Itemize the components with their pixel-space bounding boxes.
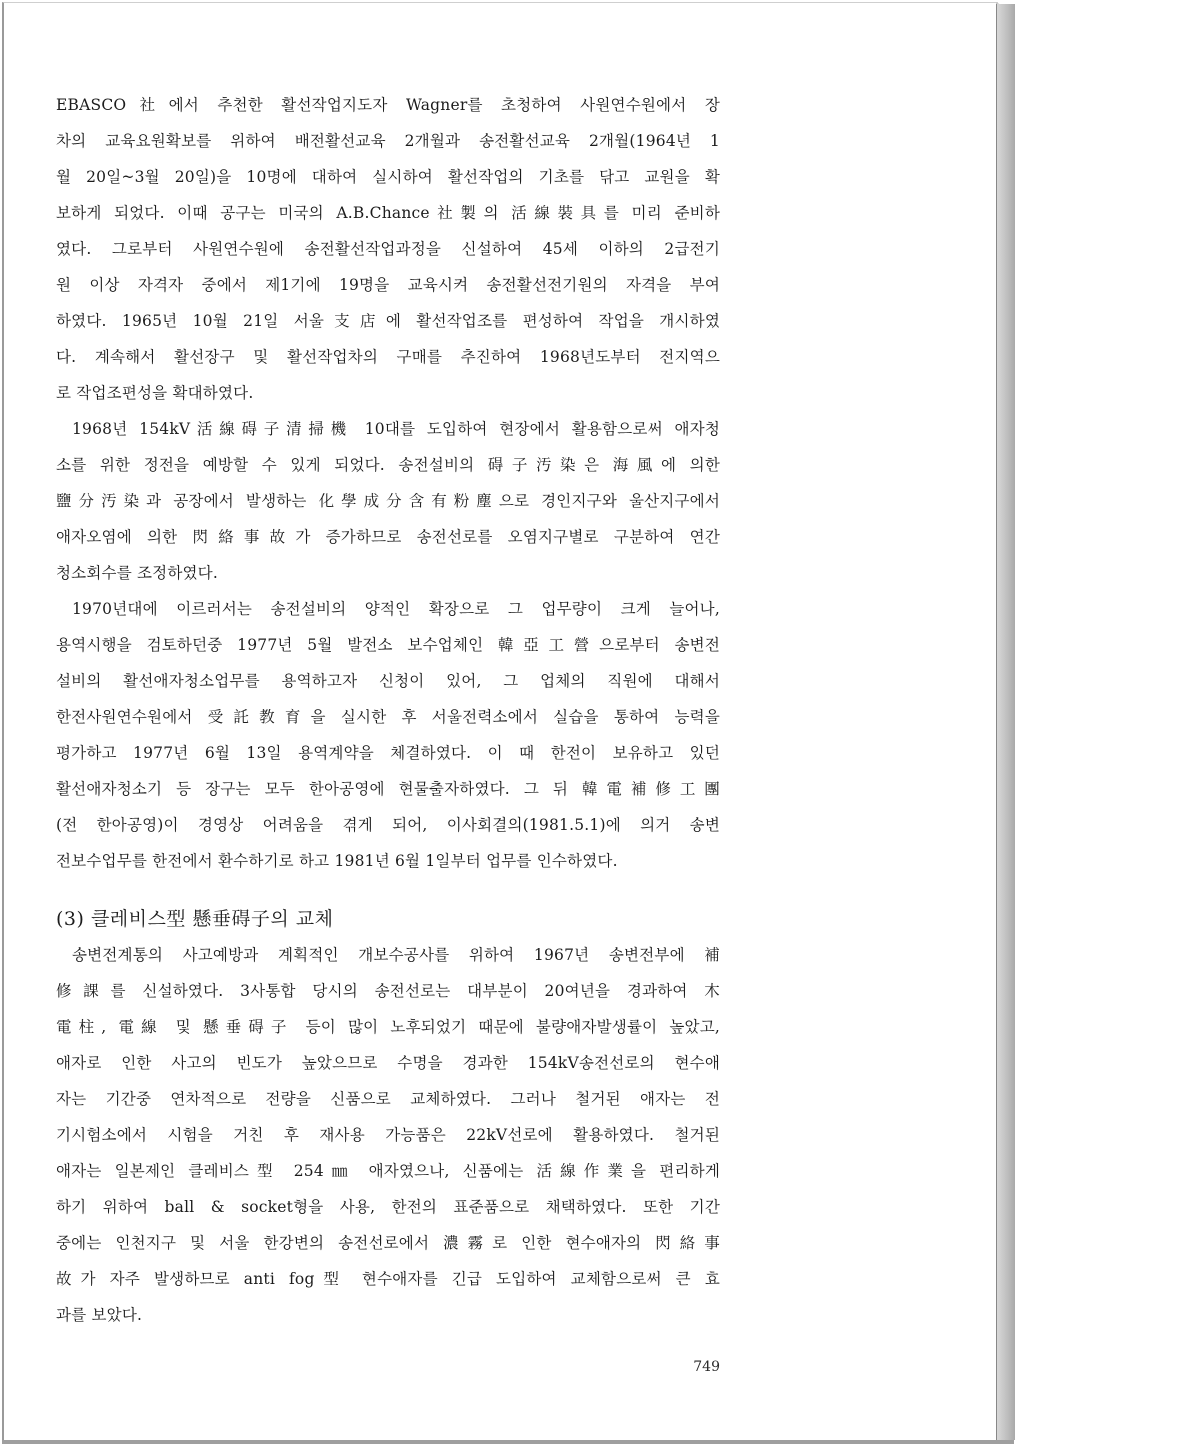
text-line: 애자오염에 의한 閃絡事故가 증가하므로 송전선로를 오염지구별로 구분하여 연간 [56,528,720,546]
text-line: 전보수업무를 한전에서 환수하기로 하고 1981년 6월 1일부터 업무를 인수하였다. [56,852,618,870]
page-bottom-edge [2,1440,1014,1444]
text-line: 故가 자주 발생하므로 anti fog型 현수애자를 긴급 도입하여 교체함으로써 큰 효 [56,1270,720,1288]
text-line: 였다. 그로부터 사원연수원에 송전활선작업과정을 신설하여 45세 이하의 2급전기 [56,240,720,258]
text-line: 보하게 되었다. 이때 공구는 미국의 A.B.Chance社製의 活線裝具를 미리 준비하 [56,204,720,222]
text-line: 차의 교육요원확보를 위하여 배전활선교육 2개월과 송전활선교육 2개월(1964년 1 [56,132,720,150]
text-line: 하기 위하여 ball & socket형을 사용, 한전의 표준품으로 채택하였다. 또한 기간 [56,1198,720,1216]
paragraph-4 [56,937,720,1333]
text-line: 한전사원연수원에서 受託教育을 실시한 후 서울전력소에서 실습을 통하여 능력을 [56,708,720,726]
text-line: 電柱, 電線 및 懸垂碍子 등이 많이 노후되었기 때문에 불량애자발생률이 높았고, [56,1018,720,1036]
paragraph-3 [56,591,720,879]
text-line: 鹽分汚染과 공장에서 발생하는 化學成分含有粉塵으로 경인지구와 울산지구에서 [56,492,720,510]
text-line: 활선애자청소기 등 장구는 모두 한아공영에 현물출자하였다. 그 뒤 韓電補修工團 [56,780,720,798]
text-line: 애자는 일본제인 클레비스型 254㎜ 애자였으나, 신품에는 活線作業을 편리하게 [56,1162,720,1180]
page-stack-edge [996,4,1015,1440]
text-line: 로 작업조편성을 확대하였다. [56,384,254,402]
section-heading: (3) 클레비스型 懸垂碍子의 교체 [56,908,334,930]
text-line: 다. 계속해서 활선장구 및 활선작업차의 구매를 추진하여 1968년도부터 전지역으 [56,348,720,366]
text-line: (전 한아공영)이 경영상 어려움을 겪게 되어, 이사회결의(1981.5.1)에 의거 송변 [56,816,720,834]
book-page [2,2,998,1443]
text-line: 1968년 154kV活線碍子清掃機 10대를 도입하여 현장에서 활용함으로써 애자청 [72,420,720,438]
text-line: 송변전계통의 사고예방과 계획적인 개보수공사를 위하여 1967년 송변전부에 補 [72,946,720,964]
paragraph-1 [56,87,720,411]
text-line: 청소회수를 조정하였다. [56,564,218,582]
text-line: 원 이상 자격자 중에서 제1기에 19명을 교육시켜 송전활선전기원의 자격을 부여 [56,276,720,294]
text-line: 1970년대에 이르러서는 송전설비의 양적인 확장으로 그 업무량이 크게 늘어나, [72,600,720,618]
text-line: 하였다. 1965년 10월 21일 서울支店에 활선작업조를 편성하여 작업을 개시하였 [56,312,720,330]
text-line: 자는 기간중 연차적으로 전량을 신품으로 교체하였다. 그러나 철거된 애자는 전 [56,1090,720,1108]
page-body [56,87,720,1333]
text-line: 소를 위한 정전을 예방할 수 있게 되었다. 송전설비의 碍子汚染은 海風에 의한 [56,456,720,474]
paragraph-2 [56,411,720,591]
text-line: 월 20일~3월 20일)을 10명에 대하여 실시하여 활선작업의 기초를 닦고 교원을 확 [56,168,720,186]
text-line: EBASCO社에서 추천한 활선작업지도자 Wagner를 초청하여 사원연수원에서 장 [56,96,720,114]
text-line: 기시험소에서 시험을 거친 후 재사용 가능품은 22kV선로에 활용하였다. 철거된 [56,1126,720,1144]
text-line: 애자로 인한 사고의 빈도가 높았으므로 수명을 경과한 154kV송전선로의 현수애 [56,1054,720,1072]
text-line: 중에는 인천지구 및 서울 한강변의 송전선로에서 濃霧로 인한 현수애자의 閃絡事 [56,1234,720,1252]
text-line: 설비의 활선애자청소업무를 용역하고자 신청이 있어, 그 업체의 직원에 대해서 [56,672,720,690]
text-line: 평가하고 1977년 6월 13일 용역계약을 체결하였다. 이 때 한전이 보유하고 있던 [56,744,720,762]
text-line: 용역시행을 검토하던중 1977년 5월 발전소 보수업체인 韓亞工營으로부터 송변전 [56,636,720,654]
text-line: 修課를 신설하였다. 3사통합 당시의 송전선로는 대부분이 20여년을 경과하여 木 [56,982,720,1000]
page-number: 749 [693,1359,720,1375]
text-line: 과를 보았다. [56,1306,143,1324]
